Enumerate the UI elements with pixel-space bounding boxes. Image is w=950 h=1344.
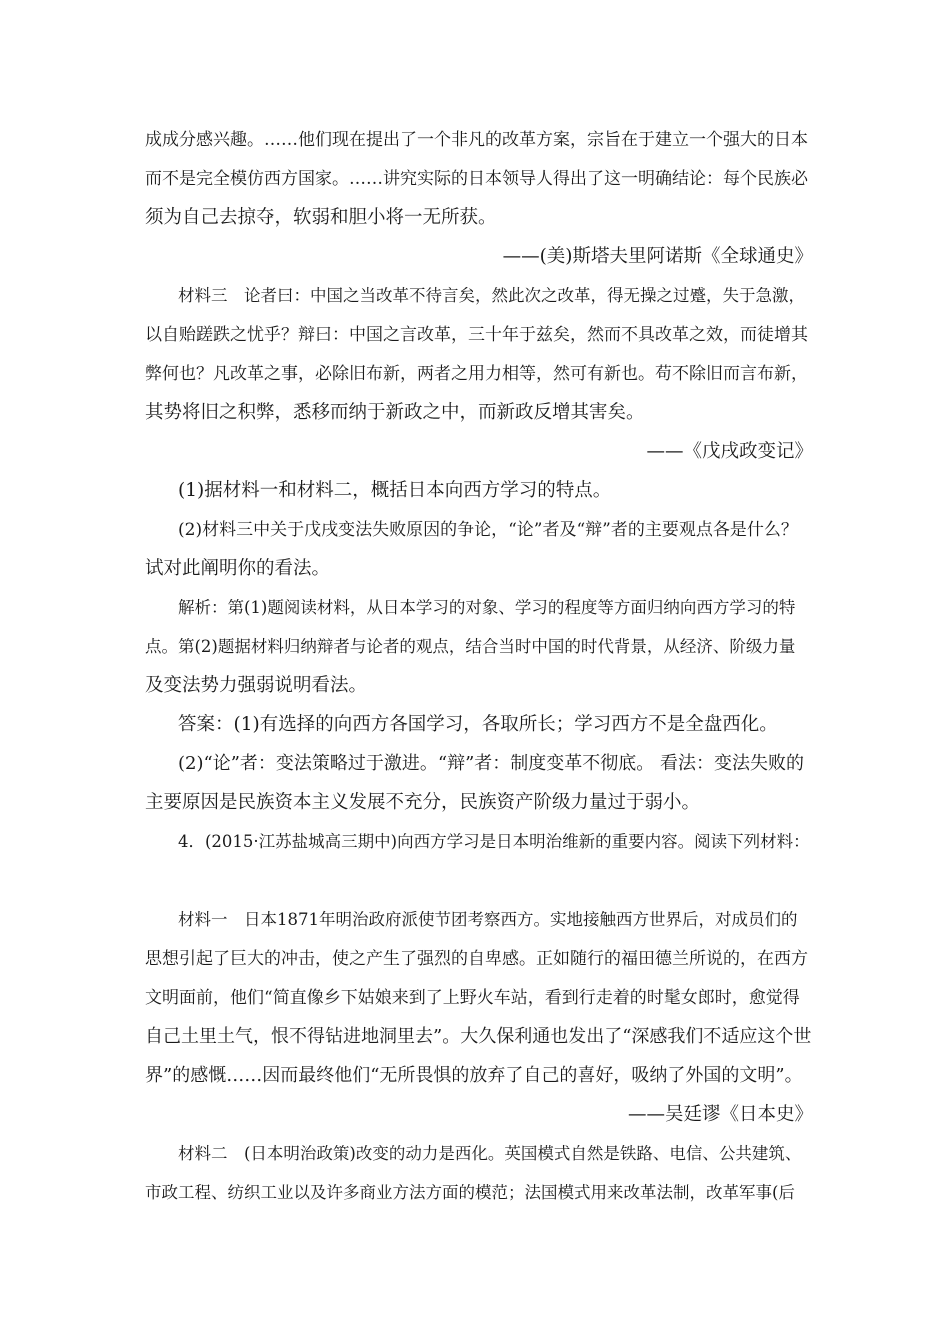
text-line: 思想引起了巨大的冲击，使之产生了强烈的自卑感。正如随行的福田德兰所说的，在西方 [145, 949, 808, 969]
analysis-line: 点。第(2)题据材料归纳辩者与论者的观点，结合当时中国的时代背景，从经济、阶级力量 [145, 637, 796, 656]
answer-line: 答案：(1)有选择的向西方各国学习，各取所长；学习西方不是全盘西化。 [178, 714, 778, 735]
question-heading: 4．(2015·江苏盐城高三期中)向西方学习是日本明治维新的重要内容。阅读下列材料： [178, 832, 810, 851]
question-line: 试对此阐明你的看法。 [145, 558, 331, 579]
text-line: 其势将旧之积弊，悉移而纳于新政之中，而新政反增其害矣。 [145, 402, 645, 423]
source-citation: ——吴廷谬《日本史》 [627, 1104, 813, 1125]
text-line: 自己土里土气，恨不得钻进地洞里去”。大久保利通也发出了“深感我们不适应这个世 [145, 1026, 812, 1047]
text-line: 市政工程、纺织工业以及许多商业方法方面的模范；法国模式用来改革法制，改革军事(后 [145, 1183, 795, 1202]
text-line: 须为自己去掠夺，软弱和胆小将一无所获。 [145, 207, 497, 228]
text-line: 文明面前，他们“简直像乡下姑娘来到了上野火车站，看到行走着的时髦女郎时，愈觉得 [145, 988, 800, 1008]
analysis-line: 及变法势力强弱说明看法。 [145, 675, 368, 696]
source-citation: ——(美)斯塔夫里阿诺斯《全球通史》 [502, 246, 813, 267]
answer-line: 主要原因是民族资本主义发展不充分，民族资产阶级力量过于弱小。 [145, 792, 701, 813]
text-line: 材料三 论者曰：中国之当改革不待言矣，然此次之改革，得无操之过蹙，失于急激， [178, 286, 805, 305]
text-line: 材料二 (日本明治政策)改变的动力是西化。英国模式自然是铁路、电信、公共建筑、 [178, 1144, 802, 1163]
analysis-line: 解析：第(1)题阅读材料，从日本学习的对象、学习的程度等方面归纳向西方学习的特 [178, 598, 796, 617]
answer-line: (2)“论”者：变法策略过于激进。“辩”者：制度变革不彻底。 看法：变法失败的 [178, 753, 805, 774]
question-line: (1)据材料一和材料二，概括日本向西方学习的特点。 [178, 480, 612, 501]
source-citation: ——《戊戌政变记》 [646, 441, 813, 462]
text-line: 界”的感慨……因而最终他们“无所畏惧的放弃了自己的喜好，吸纳了外国的文明”。 [145, 1065, 803, 1086]
text-line: 以自贻蹉跌之忧乎？辩曰：中国之言改革，三十年于兹矣，然而不具改革之效，而徒增其 [145, 325, 808, 345]
text-line: 弊何也？凡改革之事，必除旧布新，两者之用力相等，然可有新也。苟不除旧而言布新， [145, 364, 808, 384]
text-line: 材料一 日本1871年明治政府派使节团考察西方。实地接触西方世界后，对成员们的 [178, 910, 798, 929]
question-line: (2)材料三中关于戊戌变法失败原因的争论，“论”者及“辩”者的主要观点各是什么？ [178, 520, 798, 540]
text-line: 成成分感兴趣。……他们现在提出了一个非凡的改革方案，宗旨在于建立一个强大的日本 [145, 130, 808, 150]
text-line: 而不是完全模仿西方国家。……讲究实际的日本领导人得出了这一明确结论：每个民族必 [145, 169, 808, 189]
